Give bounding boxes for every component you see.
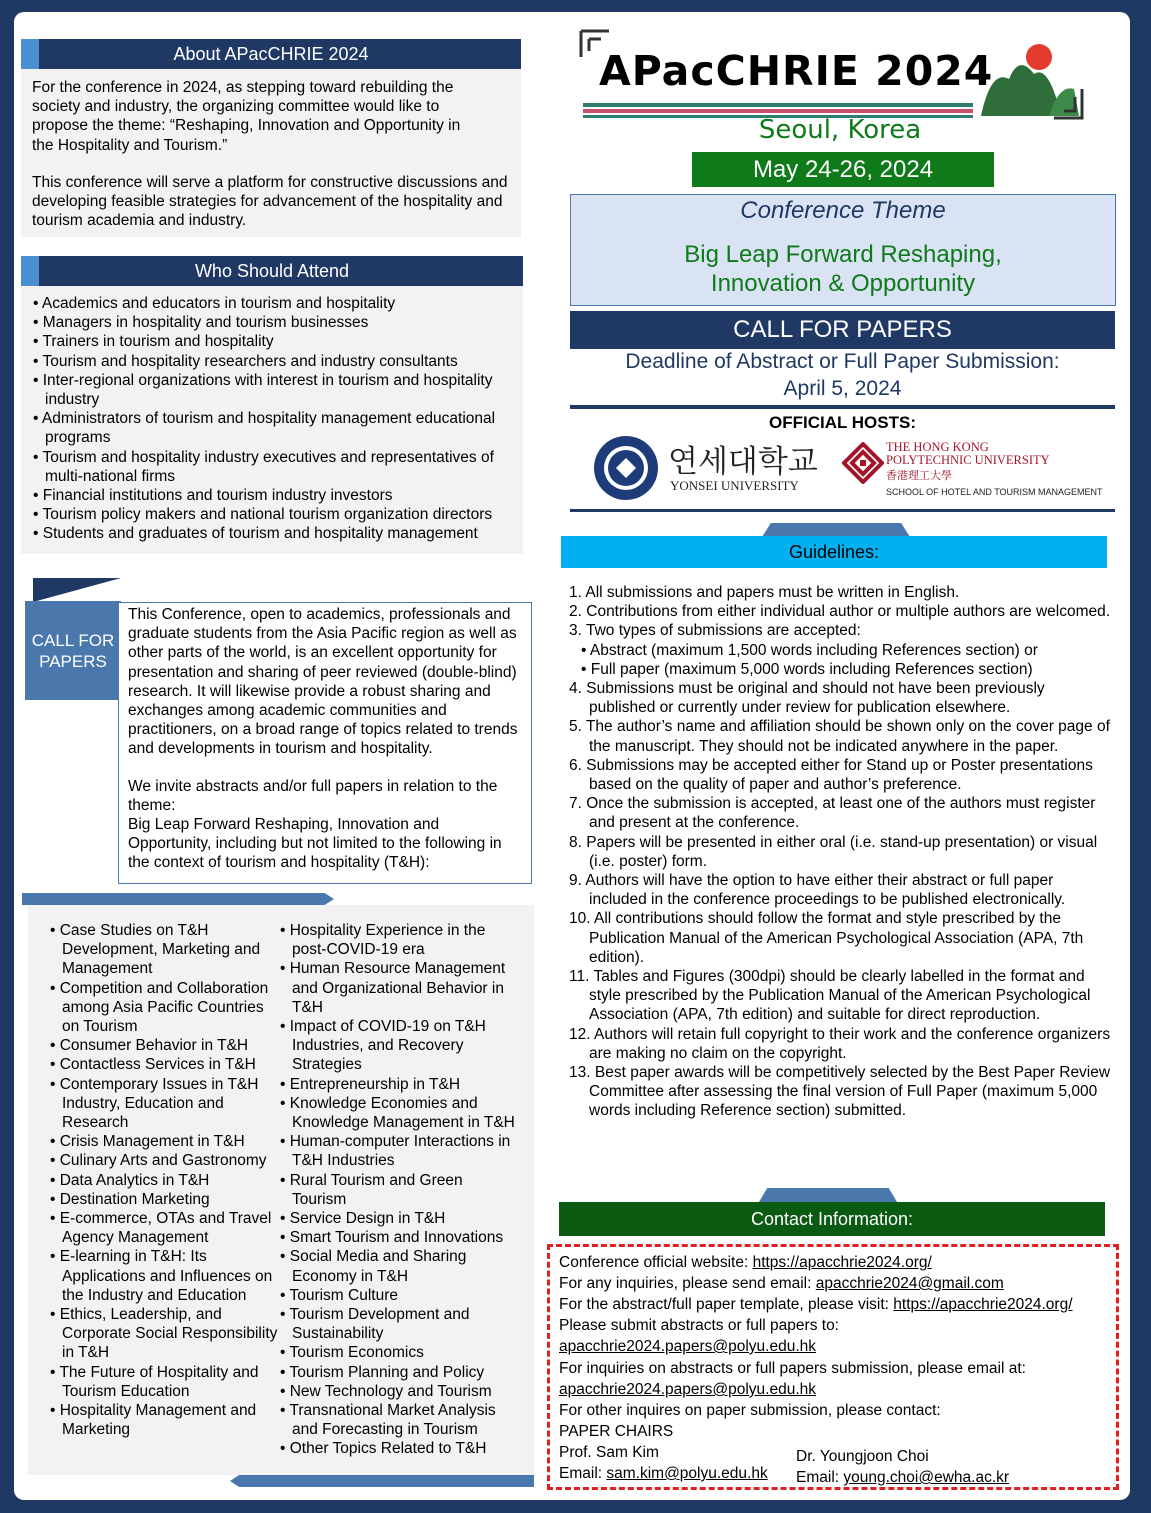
topic-item: • Other Topics Related to T&H <box>280 1439 520 1458</box>
guideline-item <box>561 660 1111 679</box>
attend-item: • Tourism policy makers and national tourism organization directors <box>33 505 515 524</box>
guideline-text: Authors will have the option to have either their abstract or full paper included in the conference proceedings to be published electronically. <box>585 872 1066 909</box>
guideline-number: 5. <box>569 718 582 736</box>
guideline-text: Abstract (maximum 1,500 words including References section) or <box>589 641 1038 659</box>
guideline-number: 8. <box>569 833 582 851</box>
topic-item: • Consumer Behavior in T&H <box>50 1036 280 1055</box>
contact-template-label: For the abstract/full paper template, please visit: <box>559 1296 894 1313</box>
contact-submit-label: Please submit abstracts or full papers to: <box>559 1317 839 1334</box>
topic-item: • Transnational Market Analysis and Forecasting in Tourism <box>280 1401 520 1439</box>
contact-inquiry-email[interactable]: apacchrie2024@gmail.com <box>815 1275 1004 1292</box>
deadline-label: Deadline of Abstract or Full Paper Submission: <box>625 350 1060 373</box>
polyu-emblem-icon <box>842 442 884 484</box>
guideline-item <box>561 621 1111 640</box>
cfp-text-1: This Conference, open to academics, professionals and graduate students from the Asia Pacific region as well as other parts of the world, is an excellent opportunity for presentation and sharing of peer reviewed (double-blind) research. It will likewise provide a robust sharing and exchanges among academic communities and practitioners, on a broad range of topics related to trends and developments in tourism and hospitality. <box>128 606 518 758</box>
attend-item: • Academics and educators in tourism and hospitality <box>33 294 515 313</box>
attend-item: • Students and graduates of tourism and hospitality management <box>33 524 515 543</box>
cfp-tab-decoration <box>33 578 121 602</box>
topic-item: • Smart Tourism and Innovations <box>280 1228 520 1247</box>
logo-title: APacCHRIE 2024 <box>599 47 994 95</box>
topics-column-2 <box>280 921 520 1459</box>
chair-1-email-label: Email: <box>559 1465 607 1482</box>
heading-accent-strip <box>21 39 39 69</box>
yonsei-korean-name: 연세대학교 <box>668 444 818 480</box>
topic-item: • Destination Marketing <box>50 1190 280 1209</box>
contact-template-link[interactable]: https://apacchrie2024.org/ <box>893 1296 1073 1313</box>
guideline-text: The author’s name and affiliation should be shown only on the cover page of the manuscript. They should not be indicated anywhere in the paper. <box>585 718 1110 755</box>
yonsei-seal-icon <box>592 434 660 502</box>
guideline-item <box>561 583 1111 602</box>
guidelines-heading: Guidelines: <box>788 542 880 562</box>
polyu-school-name: SCHOOL OF HOTEL AND TOURISM MANAGEMENT <box>886 487 1103 497</box>
topic-item: • Tourism Culture <box>280 1286 520 1305</box>
topic-item: • Competition and Collaboration among Asia Pacific Countries on Tourism <box>50 979 280 1037</box>
guideline-number: 10. <box>569 910 591 928</box>
chair-2-name: Dr. Youngjoon Choi <box>796 1448 929 1465</box>
guideline-item <box>561 1063 1111 1121</box>
guideline-item <box>561 641 1111 660</box>
guidelines-tab <box>762 523 910 537</box>
about-panel <box>21 69 521 237</box>
guideline-item <box>561 909 1111 967</box>
theme-label: Conference Theme <box>740 197 946 224</box>
topic-item: • Knowledge Economies and Knowledge Management in T&H <box>280 1094 520 1132</box>
topic-item: • Crisis Management in T&H <box>50 1132 280 1151</box>
guideline-item <box>561 602 1111 621</box>
contact-website-label: Conference official website: <box>559 1254 753 1271</box>
topic-item: • The Future of Hospitality and Tourism Education <box>50 1363 280 1401</box>
guideline-number: • <box>581 660 587 678</box>
theme-line-1: Big Leap Forward Reshaping, <box>684 241 1002 268</box>
chair-2-email-label: Email: <box>796 1469 844 1486</box>
attend-item: • Trainers in tourism and hospitality <box>33 332 515 351</box>
attend-panel <box>21 286 523 554</box>
topic-item: • Contactless Services in T&H <box>50 1055 280 1074</box>
topic-item: • New Technology and Tourism <box>280 1382 520 1401</box>
guideline-text: Contributions from either individual author or multiple authors are welcomed. <box>586 603 1111 621</box>
apacchrie-logo <box>579 29 1084 120</box>
topic-item: • Impact of COVID-19 on T&H Industries, and Recovery Strategies <box>280 1017 520 1075</box>
guideline-item <box>561 717 1111 755</box>
guideline-item <box>561 871 1111 909</box>
guidelines-heading-bar <box>561 536 1107 568</box>
guideline-text: Once the submission is accepted, at least one of the authors must register and present at the conference. <box>586 795 1096 832</box>
guideline-number: 13. <box>569 1064 591 1082</box>
guideline-text: Submissions must be original and should not have been previously published or currently under review for publication elsewhere. <box>586 680 1045 717</box>
yonsei-english-name: YONSEI UNIVERSITY <box>670 478 799 493</box>
attend-item: • Managers in hospitality and tourism businesses <box>33 313 515 332</box>
chair-1-name: Prof. Sam Kim <box>559 1444 659 1461</box>
topic-item: • Human-computer Interactions in T&H Industries <box>280 1132 520 1170</box>
polyu-name-line-2: POLYTECHNIC UNIVERSITY <box>886 453 1050 467</box>
guideline-item <box>561 833 1111 871</box>
heading-accent-strip <box>21 256 39 286</box>
cfp-right-heading: CALL FOR PAPERS <box>733 316 952 343</box>
cfp-text-3: Big Leap Forward Reshaping, Innovation and Opportunity, including but not limited to the following in the context of tourism and hospitality (T&H): <box>128 816 502 872</box>
about-paragraph-1: For the conference in 2024, as stepping toward rebuilding the society and industry, the organizing committee would like to propose the theme: “Reshaping, Innovation and Opportunity in the Hospitality and Tourism.” <box>32 79 461 154</box>
guideline-number: 12. <box>569 1025 591 1043</box>
contact-website-line <box>559 1253 932 1272</box>
guideline-number: 1. <box>569 584 582 601</box>
guideline-item <box>561 679 1111 717</box>
attend-item: • Financial institutions and tourism industry investors <box>33 486 515 505</box>
paper-chairs-label: PAPER CHAIRS <box>559 1423 674 1440</box>
guideline-number: 3. <box>569 622 582 640</box>
guideline-number: 11. <box>569 968 590 986</box>
topic-item: • Tourism Development and Sustainability <box>280 1305 520 1343</box>
contact-inquiry2-label: For inquiries on abstracts or full papers submission, please email at: <box>559 1360 1026 1377</box>
theme-box <box>570 194 1116 306</box>
guideline-number: • <box>581 641 587 659</box>
polyu-chinese-name: 香港理工大學 <box>886 469 952 482</box>
chair-2-email[interactable]: young.choi@ewha.ac.kr <box>843 1469 1010 1486</box>
contact-inquiry-line <box>559 1274 1004 1293</box>
about-heading: About APacCHRIE 2024 <box>173 44 369 64</box>
guideline-text: Full paper (maximum 5,000 words including References section) <box>590 660 1033 678</box>
guideline-text: Papers will be presented in either oral (i.e. stand-up presentation) or visual (i.e. poster) form. <box>586 833 1098 870</box>
guideline-text: Authors will retain full copyright to their work and the conference organizers are making no claim on the copyright. <box>589 1025 1111 1062</box>
polyu-name-line-1: THE HONG KONG <box>886 440 989 454</box>
topic-item: • Service Design in T&H <box>280 1209 520 1228</box>
attend-list <box>33 294 515 544</box>
chair-1-email-line <box>559 1464 768 1483</box>
topic-item: • E-learning in T&H: Its Applications and Influences on the Industry and Education <box>50 1247 280 1305</box>
contact-heading: Contact Information: <box>750 1209 914 1229</box>
guideline-number: 7. <box>569 795 582 813</box>
topic-item: • Tourism Economics <box>280 1343 520 1362</box>
topic-item: • Hospitality Management and Marketing <box>50 1401 280 1439</box>
topic-item: • Case Studies on T&H Development, Marketing and Management <box>50 921 280 979</box>
guideline-text: Two types of submissions are accepted: <box>585 622 861 640</box>
chair-1-email[interactable]: sam.kim@polyu.edu.hk <box>606 1465 768 1482</box>
deadline-date: April 5, 2024 <box>783 377 902 400</box>
dates-box <box>692 152 994 187</box>
attend-heading-bar <box>21 256 523 286</box>
topic-item: • Tourism Planning and Policy <box>280 1363 520 1382</box>
topic-item: • Data Analytics in T&H <box>50 1171 280 1190</box>
polyu-logo <box>842 440 1112 504</box>
divider <box>570 405 1115 409</box>
contact-other-label: For other inquires on paper submission, please contact: <box>559 1402 941 1419</box>
guideline-text: All submissions and papers must be written in English. <box>585 584 960 601</box>
contact-box <box>547 1244 1119 1490</box>
guideline-item <box>561 1025 1111 1063</box>
topics-top-arrow <box>22 893 334 905</box>
attend-item: • Tourism and hospitality industry executives and representatives of multi-national firms <box>33 448 515 486</box>
contact-inquiry-label: For any inquiries, please send email: <box>559 1275 816 1292</box>
topic-item: • Hospitality Experience in the post-COVID-19 era <box>280 921 520 959</box>
guideline-text: Tables and Figures (300dpi) should be clearly labelled in the format and style prescribed by the Publication Manual of the American Psychological Association (APA, 7th edition) and suitable for direct reproduction. <box>589 968 1091 1024</box>
topic-item: • Rural Tourism and Green Tourism <box>280 1171 520 1209</box>
chair-2-email-line <box>796 1468 1009 1487</box>
yonsei-logo <box>592 434 822 502</box>
about-heading-bar <box>21 39 521 69</box>
topics-panel <box>28 905 534 1475</box>
topic-item: • Human Resource Management and Organizational Behavior in T&H <box>280 959 520 1017</box>
attend-item: • Tourism and hospitality researchers and industry consultants <box>33 352 515 371</box>
contact-template-line <box>559 1295 1073 1314</box>
contact-submit-email[interactable]: apacchrie2024.papers@polyu.edu.hk <box>559 1338 817 1355</box>
guideline-text: All contributions should follow the format and style prescribed by the Publication Manual of the American Psychological Association (APA, 7th edition). <box>589 910 1084 966</box>
cfp-text-2: We invite abstracts and/or full papers in relation to the theme: <box>128 778 498 815</box>
theme-line-2: Innovation & Opportunity <box>710 270 976 297</box>
poster <box>14 12 1130 1500</box>
contact-heading-bar <box>559 1202 1105 1236</box>
cfp-description-box <box>118 602 532 884</box>
guideline-item <box>561 967 1111 1025</box>
contact-website-link[interactable]: https://apacchrie2024.org/ <box>752 1254 932 1271</box>
attend-item: • Administrators of tourism and hospitality management educational programs <box>33 409 515 447</box>
topics-bottom-arrow <box>230 1475 534 1487</box>
guideline-text: Best paper awards will be competitively selected by the Best Paper Review Committee after assessing the final version of Full Paper (maximum 5,000 words including Reference section) submitted. <box>589 1064 1111 1120</box>
topics-column-1 <box>50 921 280 1439</box>
cfp-label: CALL FOR PAPERS <box>31 630 115 671</box>
topic-item: • Ethics, Leadership, and Corporate Social Responsibility in T&H <box>50 1305 280 1363</box>
topic-item: • Social Media and Sharing Economy in T&H <box>280 1247 520 1285</box>
hosts-label: OFFICIAL HOSTS: <box>768 413 916 432</box>
guideline-item <box>561 756 1111 794</box>
guideline-text: Submissions may be accepted either for Stand up or Poster presentations based on the quality of paper and author’s preference. <box>586 756 1093 794</box>
contact-tab <box>759 1188 897 1202</box>
guideline-number: 4. <box>569 680 582 698</box>
guideline-number: 2. <box>569 603 582 621</box>
dates: May 24-26, 2024 <box>752 156 934 183</box>
cfp-right-bar <box>570 311 1115 349</box>
divider <box>570 509 1115 512</box>
topic-item: • Entrepreneurship in T&H <box>280 1075 520 1094</box>
guideline-number: 6. <box>569 756 582 774</box>
location: Seoul, Korea <box>758 115 922 145</box>
guideline-item <box>561 794 1111 832</box>
topic-item: • E-commerce, OTAs and Travel Agency Management <box>50 1209 280 1247</box>
attend-item: • Inter-regional organizations with interest in tourism and hospitality industry <box>33 371 515 409</box>
guideline-number: 9. <box>569 872 582 890</box>
attend-heading: Who Should Attend <box>194 261 350 281</box>
topic-item: • Contemporary Issues in T&H Industry, Education and Research <box>50 1075 280 1133</box>
cfp-label-box <box>25 601 121 700</box>
topic-item: • Culinary Arts and Gastronomy <box>50 1151 280 1170</box>
guidelines-list <box>561 583 1111 1121</box>
about-paragraph-2: This conference will serve a platform for constructive discussions and developing feasible strategies for advancement of the hospitality and tourism academia and industry. <box>32 174 508 230</box>
contact-inquiry2-email[interactable]: apacchrie2024.papers@polyu.edu.hk <box>559 1381 817 1398</box>
